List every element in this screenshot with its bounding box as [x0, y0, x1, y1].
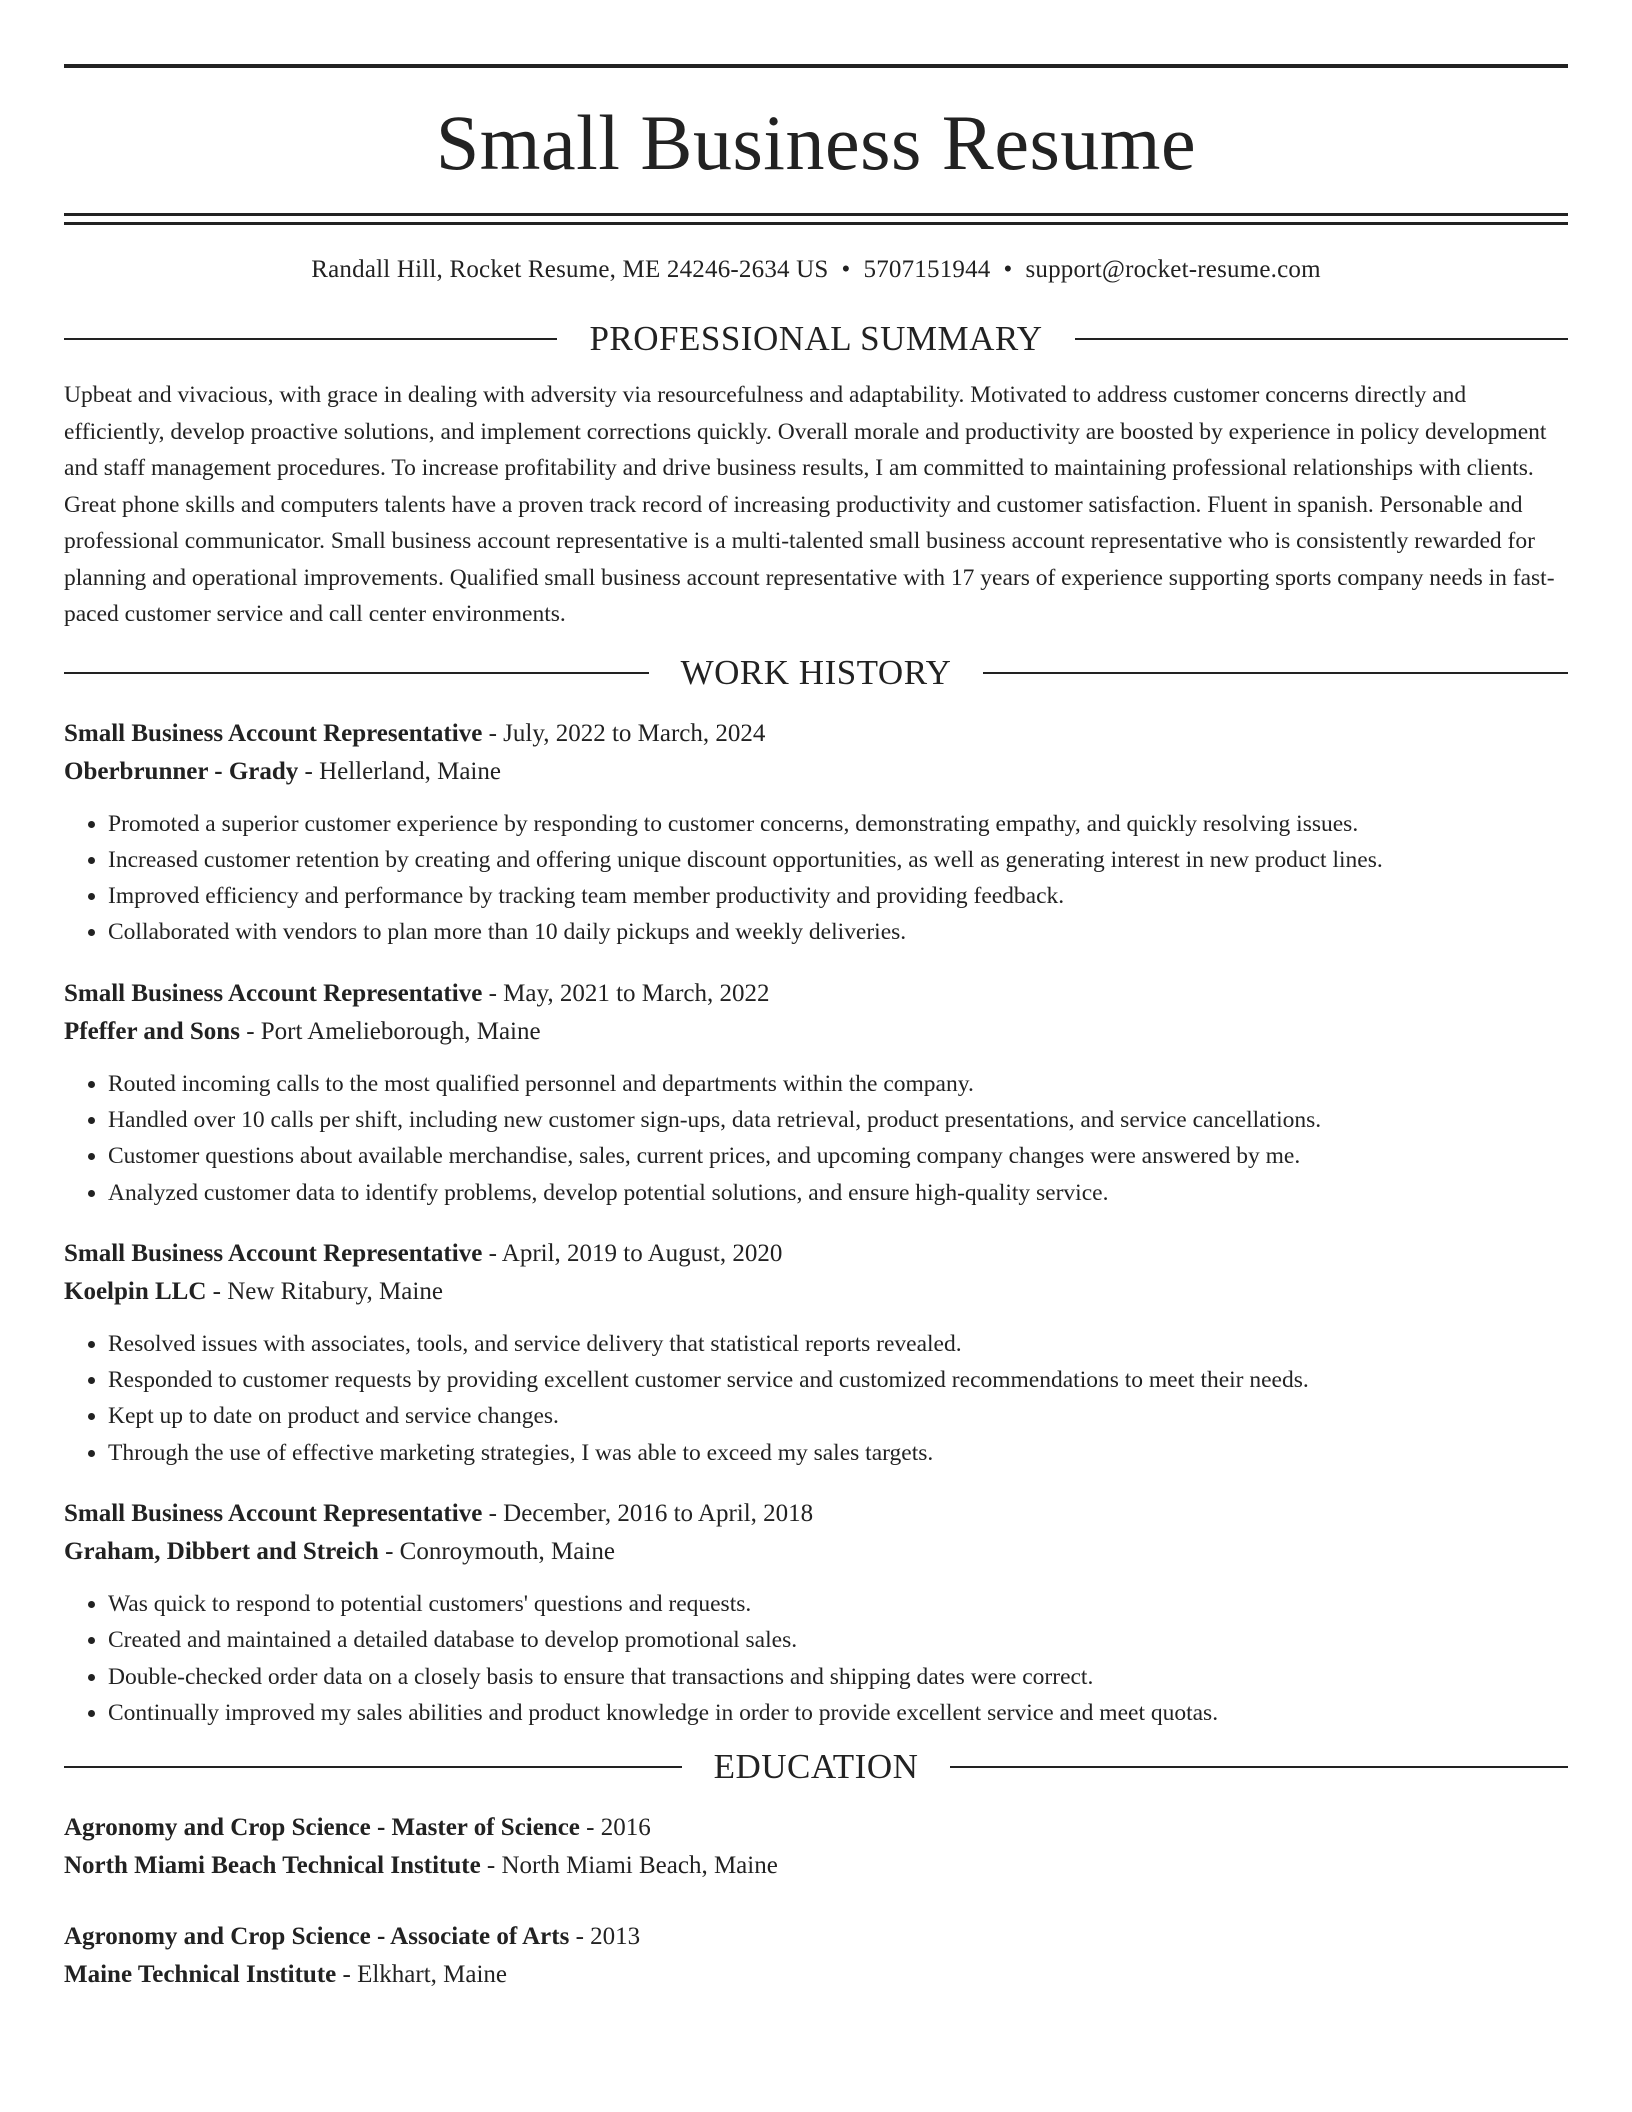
job-entry — [64, 1235, 1568, 1471]
job-title: Small Business Account Representative — [64, 719, 483, 747]
job-location: - Hellerland, Maine — [298, 757, 501, 785]
job-bullet: • Increased customer retention by creating and offering unique discount opportunities, as well as generating interest in new product lines. — [108, 842, 1568, 878]
degree-year: - 2016 — [579, 1814, 651, 1842]
job-bullet: • Routed incoming calls to the most qualified personnel and departments within the company. — [108, 1066, 1568, 1102]
heading-rule — [64, 1766, 682, 1768]
job-bullet: • Customer questions about available merchandise, sales, current prices, and upcoming company changes were answered by me. — [108, 1138, 1568, 1174]
job-company: Graham, Dibbert and Streich — [64, 1538, 379, 1566]
job-bullet: • Improved efficiency and performance by tracking team member productivity and providing feedback. — [108, 878, 1568, 914]
education-entry — [64, 1809, 1568, 1885]
job-company: Koelpin LLC — [64, 1277, 207, 1305]
section-title: PROFESSIONAL SUMMARY — [589, 319, 1043, 358]
school-location: - North Miami Beach, Maine — [480, 1852, 778, 1880]
contact-email: support@rocket-resume.com — [1025, 256, 1321, 283]
school: North Miami Beach Technical Institute — [64, 1852, 481, 1880]
job-title: Small Business Account Representative — [64, 1239, 483, 1267]
job-bullet: • Created and maintained a detailed database to develop promotional sales. — [108, 1622, 1568, 1658]
school-location: - Elkhart, Maine — [336, 1961, 508, 1989]
job-title-line — [64, 975, 1568, 1013]
job-bullet: • Continually improved my sales abilities and product knowledge in order to provide excellent service and meet quotas. — [108, 1695, 1568, 1731]
page-title: Small Business Resume — [435, 99, 1197, 186]
heading-rule — [64, 338, 557, 340]
job-title: Small Business Account Representative — [64, 979, 483, 1007]
job-bullet: • Double-checked order data on a closely basis to ensure that transactions and shipping dates were correct. — [108, 1659, 1568, 1695]
job-bullets — [64, 1066, 1568, 1211]
school-line — [64, 1847, 1568, 1885]
summary-paragraph: Upbeat and vivacious, with grace in dealing with adversity via resourcefulness and adaptability. Motivated to address customer concerns directly and efficiently, develop proactive solutions, and implement corrections quickly. Overall morale and productivity are boosted by experience in policy development and staff management procedures. To increase profitability and drive business results, I am committed to maintaining professional relationships with clients. Great phone skills and computers talents have a proven track record of increasing productivity and customer satisfaction. Fluent in spanish. Personable and professional communicator. Small business account representative is a multi-talented small business account representative who is consistently rewarded for planning and operational improvements. Qualified small business account representative with 17 years of experience supporting sports company needs in fast-paced customer service and call center environments. — [64, 382, 1555, 627]
degree-line — [64, 1918, 1568, 1956]
work-history-list — [64, 715, 1568, 1732]
job-title: Small Business Account Representative — [64, 1500, 483, 1528]
job-company-line — [64, 1533, 1568, 1571]
job-bullet: • Was quick to respond to potential customers' questions and requests. — [108, 1586, 1568, 1622]
job-bullet: • Analyzed customer data to identify problems, develop potential solutions, and ensure high-quality service. — [108, 1175, 1568, 1211]
job-bullet: • Handled over 10 calls per shift, including new customer sign-ups, data retrieval, product presentations, and service cancellations. — [108, 1102, 1568, 1138]
job-bullets — [64, 1326, 1568, 1471]
job-bullet: • Responded to customer requests by providing excellent customer service and customized recommendations to meet their needs. — [108, 1362, 1568, 1398]
job-location: - New Ritabury, Maine — [206, 1277, 443, 1305]
contact-address: Randall Hill, Rocket Resume, ME 24246-2634 US — [311, 256, 829, 283]
job-entry — [64, 1495, 1568, 1731]
heading-rule — [983, 672, 1568, 674]
job-company-line — [64, 1013, 1568, 1051]
top-rule — [64, 64, 1568, 68]
job-dates: - April, 2019 to August, 2020 — [482, 1239, 783, 1267]
degree-line — [64, 1809, 1568, 1847]
contact-separator: • — [1003, 256, 1013, 283]
job-dates: - December, 2016 to April, 2018 — [482, 1500, 814, 1528]
contact-line — [64, 255, 1568, 285]
job-entry — [64, 975, 1568, 1211]
job-bullet: • Kept up to date on product and service changes. — [108, 1398, 1568, 1434]
degree: Agronomy and Crop Science - Master of Science — [64, 1814, 580, 1842]
job-company-line — [64, 1273, 1568, 1311]
heading-rule — [950, 1766, 1568, 1768]
job-bullet: • Promoted a superior customer experience by responding to customer concerns, demonstrating empathy, and quickly resolving issues. — [108, 806, 1568, 842]
contact-separator: • — [841, 256, 851, 283]
degree-year: - 2013 — [569, 1923, 641, 1951]
resume-page — [64, 0, 1568, 1994]
job-company-line — [64, 753, 1568, 791]
education-list — [64, 1809, 1568, 1994]
school-line — [64, 1956, 1568, 1994]
job-location: - Port Amelieborough, Maine — [239, 1017, 541, 1045]
contact-phone: 5707151944 — [863, 256, 991, 283]
school: Maine Technical Institute — [64, 1961, 337, 1989]
education-entry — [64, 1918, 1568, 1994]
section-title: WORK HISTORY — [680, 652, 952, 692]
heading-rule — [64, 672, 649, 674]
job-bullets — [64, 1586, 1568, 1731]
title-double-rule — [64, 213, 1568, 225]
job-dates: - May, 2021 to March, 2022 — [482, 979, 770, 1007]
job-dates: - July, 2022 to March, 2024 — [482, 719, 766, 747]
section-heading-summary — [64, 317, 1568, 361]
section-title: EDUCATION — [713, 1747, 919, 1787]
job-company: Pfeffer and Sons — [64, 1017, 240, 1045]
job-bullet: • Collaborated with vendors to plan more than 10 daily pickups and weekly deliveries. — [108, 914, 1568, 950]
job-title-line — [64, 1495, 1568, 1533]
section-heading-work — [64, 651, 1568, 695]
job-entry — [64, 715, 1568, 951]
job-bullets — [64, 806, 1568, 951]
degree: Agronomy and Crop Science - Associate of Arts — [64, 1923, 570, 1951]
heading-rule — [1075, 338, 1568, 340]
job-company: Oberbrunner - Grady — [64, 757, 299, 785]
section-heading-education — [64, 1745, 1568, 1789]
job-title-line — [64, 715, 1568, 753]
job-bullet: • Through the use of effective marketing strategies, I was able to exceed my sales targets. — [108, 1435, 1568, 1471]
job-location: - Conroymouth, Maine — [378, 1538, 615, 1566]
job-title-line — [64, 1235, 1568, 1273]
job-bullet: • Resolved issues with associates, tools, and service delivery that statistical reports revealed. — [108, 1326, 1568, 1362]
